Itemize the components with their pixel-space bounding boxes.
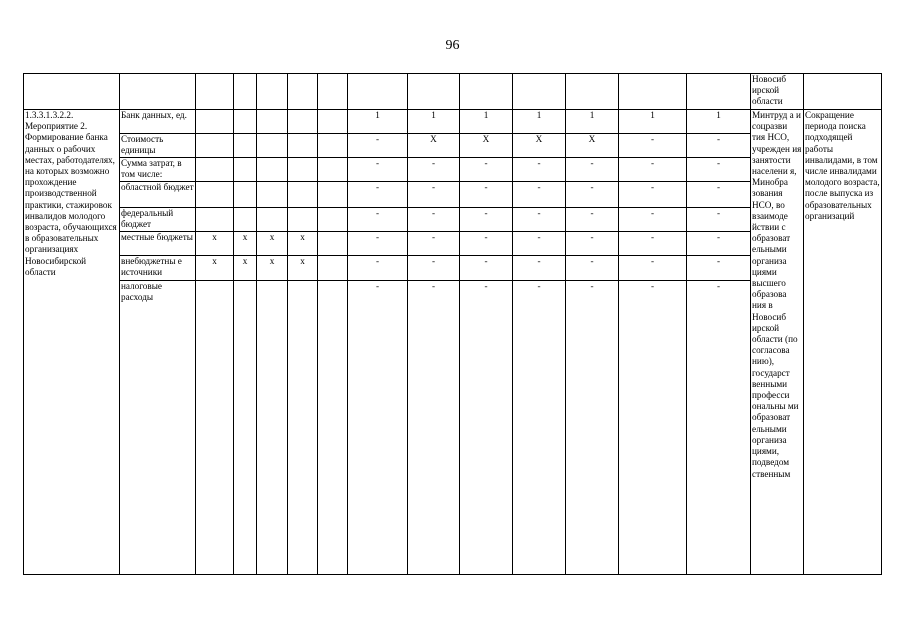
value-cell: X bbox=[408, 134, 460, 158]
row-label: федеральный бюджет bbox=[120, 208, 196, 232]
cell bbox=[288, 74, 318, 110]
cell bbox=[513, 74, 566, 110]
value-cell: - bbox=[513, 232, 566, 256]
row-label: внебюджетны е источники bbox=[120, 256, 196, 281]
budget-mark-cell: x bbox=[257, 256, 288, 281]
table-row bbox=[24, 110, 882, 134]
value-cell: - bbox=[566, 256, 619, 281]
value-cell: - bbox=[408, 158, 460, 182]
value-cell: - bbox=[348, 281, 408, 575]
executor-continuation: Новосиб ирской области bbox=[751, 74, 804, 110]
value-cell: - bbox=[566, 182, 619, 208]
value-cell: X bbox=[460, 134, 513, 158]
value-cell: - bbox=[619, 232, 687, 256]
value-cell: - bbox=[687, 182, 751, 208]
cell bbox=[619, 74, 687, 110]
value-cell: 1 bbox=[408, 110, 460, 134]
budget-mark-cell bbox=[257, 158, 288, 182]
value-cell: - bbox=[513, 158, 566, 182]
value-cell: 1 bbox=[460, 110, 513, 134]
budget-mark-cell bbox=[196, 158, 234, 182]
value-cell: - bbox=[408, 256, 460, 281]
value-cell: - bbox=[619, 256, 687, 281]
budget-mark-cell bbox=[234, 134, 257, 158]
value-cell: - bbox=[566, 232, 619, 256]
cell bbox=[196, 74, 234, 110]
executor-cell: Минтруд а и соцразви тия НСО, учрежден ия занятости населени я, Минобра зования НСО, во взаимоде йствии с образоват ельными организа циями высшего образова ния в Новосиб ирской области (по согласова нию), государст венными професси ональны ми образоват ельными организа циями, подведом ственным bbox=[751, 110, 804, 575]
cell bbox=[566, 74, 619, 110]
cell bbox=[687, 74, 751, 110]
value-cell: X bbox=[566, 134, 619, 158]
cell bbox=[318, 134, 348, 158]
value-cell: - bbox=[513, 281, 566, 575]
budget-mark-cell: x bbox=[234, 232, 257, 256]
budget-mark-cell bbox=[196, 110, 234, 134]
value-cell: - bbox=[513, 208, 566, 232]
budget-mark-cell bbox=[288, 110, 318, 134]
budget-mark-cell bbox=[257, 182, 288, 208]
cell bbox=[460, 74, 513, 110]
row-label: местные бюджеты bbox=[120, 232, 196, 256]
budget-mark-cell bbox=[234, 208, 257, 232]
value-cell: 1 bbox=[619, 110, 687, 134]
value-cell: 1 bbox=[348, 110, 408, 134]
cell bbox=[318, 158, 348, 182]
value-cell: - bbox=[460, 281, 513, 575]
budget-mark-cell: x bbox=[196, 232, 234, 256]
value-cell: - bbox=[619, 208, 687, 232]
value-cell: - bbox=[566, 208, 619, 232]
value-cell: - bbox=[687, 281, 751, 575]
value-cell: - bbox=[460, 208, 513, 232]
value-cell: 1 bbox=[513, 110, 566, 134]
value-cell: - bbox=[687, 134, 751, 158]
value-cell: - bbox=[687, 208, 751, 232]
value-cell: - bbox=[687, 256, 751, 281]
value-cell: - bbox=[513, 182, 566, 208]
program-measures-table bbox=[23, 73, 882, 575]
budget-mark-cell bbox=[257, 208, 288, 232]
budget-mark-cell bbox=[257, 281, 288, 575]
value-cell: - bbox=[460, 158, 513, 182]
cell bbox=[804, 74, 882, 110]
value-cell: 1 bbox=[687, 110, 751, 134]
cell bbox=[257, 74, 288, 110]
page-number: 96 bbox=[445, 38, 460, 53]
value-cell: - bbox=[348, 208, 408, 232]
cell bbox=[318, 74, 348, 110]
value-cell: - bbox=[348, 232, 408, 256]
budget-mark-cell bbox=[288, 281, 318, 575]
budget-mark-cell bbox=[234, 281, 257, 575]
value-cell: - bbox=[460, 256, 513, 281]
cell bbox=[318, 208, 348, 232]
budget-mark-cell: x bbox=[257, 232, 288, 256]
budget-mark-cell bbox=[196, 134, 234, 158]
budget-mark-cell bbox=[196, 182, 234, 208]
row-label: Банк данных, ед. bbox=[120, 110, 196, 134]
budget-mark-cell: x bbox=[234, 256, 257, 281]
cell bbox=[318, 256, 348, 281]
cell bbox=[24, 74, 120, 110]
budget-mark-cell bbox=[288, 182, 318, 208]
row-label: областной бюджет bbox=[120, 182, 196, 208]
value-cell: - bbox=[513, 256, 566, 281]
value-cell: - bbox=[619, 281, 687, 575]
value-cell: - bbox=[566, 158, 619, 182]
cell bbox=[348, 74, 408, 110]
expected-result-cell: Сокращение периода поиска подходящей работы инвалидами, в том числе инвалидами молодого возраста, после выпуска из образовательных организаций bbox=[804, 110, 882, 575]
value-cell: - bbox=[408, 232, 460, 256]
value-cell: X bbox=[513, 134, 566, 158]
value-cell: - bbox=[348, 182, 408, 208]
value-cell: - bbox=[460, 232, 513, 256]
row-label: Стоимость единицы bbox=[120, 134, 196, 158]
value-cell: 1 bbox=[566, 110, 619, 134]
budget-mark-cell: x bbox=[288, 232, 318, 256]
budget-mark-cell bbox=[288, 134, 318, 158]
value-cell: - bbox=[408, 208, 460, 232]
budget-mark-cell bbox=[288, 208, 318, 232]
header-continuation-row bbox=[24, 74, 882, 110]
budget-mark-cell: x bbox=[196, 256, 234, 281]
value-cell: - bbox=[348, 158, 408, 182]
cell bbox=[318, 110, 348, 134]
row-label: налоговые расходы bbox=[120, 281, 196, 575]
value-cell: - bbox=[408, 281, 460, 575]
value-cell: - bbox=[460, 182, 513, 208]
budget-mark-cell bbox=[196, 208, 234, 232]
budget-mark-cell bbox=[196, 281, 234, 575]
value-cell: - bbox=[687, 158, 751, 182]
row-label: Сумма затрат, в том числе: bbox=[120, 158, 196, 182]
value-cell: - bbox=[687, 232, 751, 256]
cell bbox=[120, 74, 196, 110]
budget-mark-cell bbox=[288, 158, 318, 182]
value-cell: - bbox=[566, 281, 619, 575]
value-cell: - bbox=[619, 134, 687, 158]
value-cell: - bbox=[348, 134, 408, 158]
cell bbox=[318, 182, 348, 208]
value-cell: - bbox=[619, 182, 687, 208]
cell bbox=[234, 74, 257, 110]
budget-mark-cell bbox=[234, 110, 257, 134]
value-cell: - bbox=[348, 256, 408, 281]
cell bbox=[318, 232, 348, 256]
budget-mark-cell: x bbox=[288, 256, 318, 281]
budget-mark-cell bbox=[257, 134, 288, 158]
cell bbox=[408, 74, 460, 110]
budget-mark-cell bbox=[257, 110, 288, 134]
budget-mark-cell bbox=[234, 158, 257, 182]
cell bbox=[318, 281, 348, 575]
measure-name: 1.3.3.1.3.2.2. Мероприятие 2. Формирование банка данных о рабочих местах, работодателях, на которых возможно прохождение производственной практики, стажировок инвалидов молодого возраста, обучающихся в образовательных организациях Новосибирской области bbox=[24, 110, 120, 575]
budget-mark-cell bbox=[234, 182, 257, 208]
value-cell: - bbox=[408, 182, 460, 208]
value-cell: - bbox=[619, 158, 687, 182]
